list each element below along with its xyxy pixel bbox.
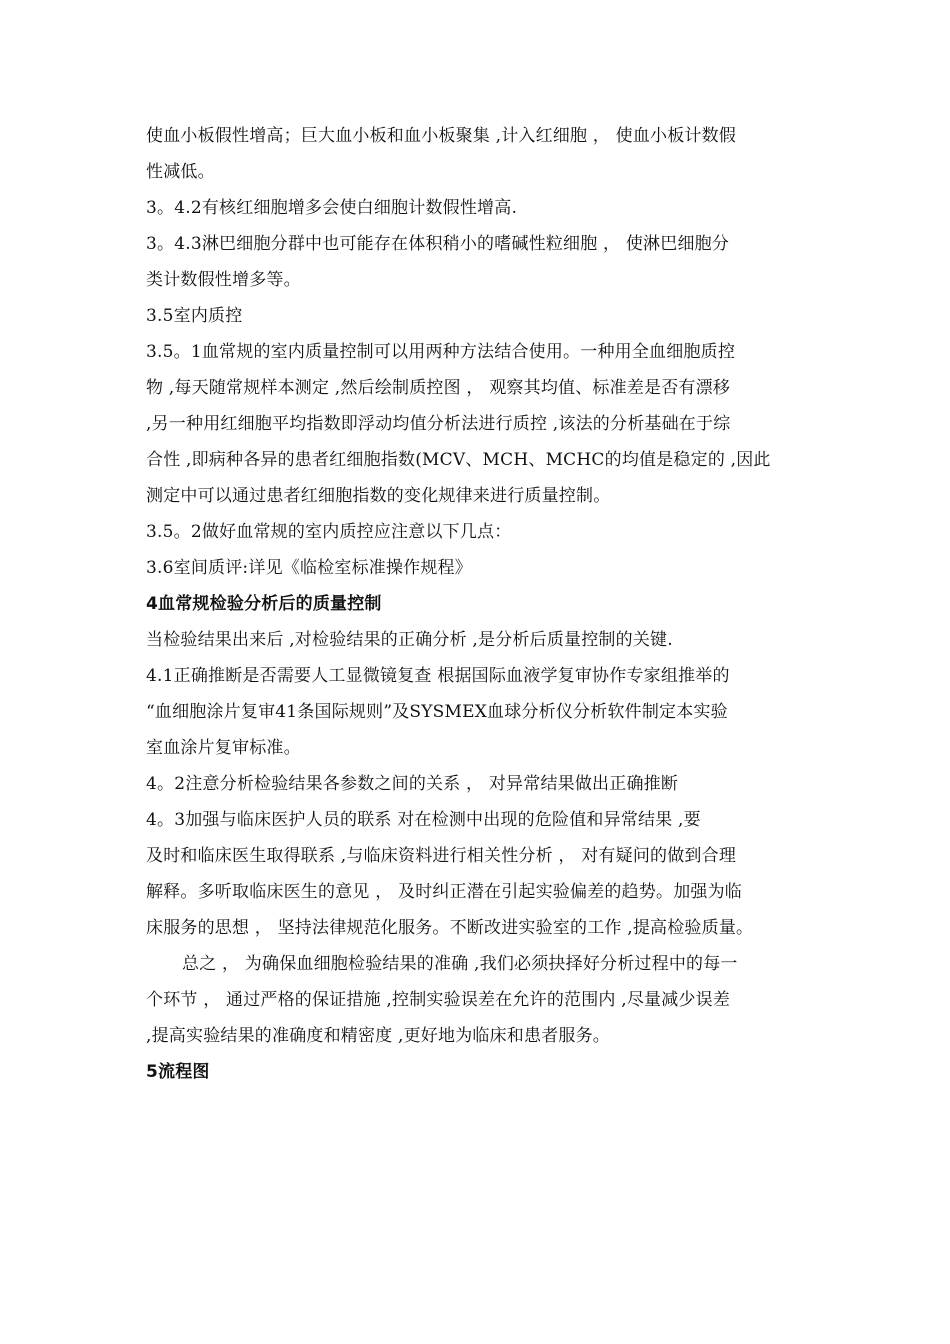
paragraph-line: 合性 ,即病种各异的患者红细胞指数(MCV、MCH、MCHC的均值是稳定的 ,因此 (146, 450, 771, 470)
summary-paragraph-line: 总之 ， 为确保血细胞检验结果的准确 ,我们必须抉择好分析过程中的每一 (182, 954, 738, 974)
paragraph-line: 解释。多听取临床医生的意见 ， 及时纠正潜在引起实验偏差的趋势。加强为临 (146, 882, 743, 902)
paragraph-line: “血细胞涂片复审41条国际规则”及SYSMEX血球分析仪分析软件制定本实验 (146, 702, 728, 722)
paragraph-line: 类计数假性增多等。 (146, 270, 301, 290)
summary-paragraph-line: 个环节 ， 通过严格的保证措施 ,控制实验误差在允许的范围内 ,尽量减少误差 (146, 990, 731, 1010)
list-item: 3.5。1血常规的室内质量控制可以用两种方法结合使用。一种用全血细胞质控 (146, 342, 736, 362)
paragraph-line: ,另一种用红细胞平均指数即浮动均值分析法进行质控 ,该法的分析基础在于综 (146, 414, 731, 434)
summary-paragraph-line: ,提高实验结果的准确度和精密度 ,更好地为临床和患者服务。 (146, 1026, 611, 1046)
chapter-heading: 4血常规检验分析后的质量控制 (146, 594, 382, 614)
list-item: 4。3加强与临床医护人员的联系 对在检测中出现的危险值和异常结果 ,要 (146, 810, 701, 830)
chapter-heading: 5流程图 (146, 1062, 210, 1082)
paragraph-line: 及时和临床医生取得联系 ,与临床资料进行相关性分析 ， 对有疑问的做到合理 (146, 846, 737, 866)
list-item: 3.5。2做好血常规的室内质控应注意以下几点： (146, 522, 512, 542)
paragraph-line: 性减低。 (146, 162, 215, 182)
list-item: 4.1正确推断是否需要人工显微镜复查 根据国际血液学复审协作专家组推举的 (146, 666, 730, 686)
list-item: 3。4.2有核红细胞增多会使白细胞计数假性增高. (146, 198, 518, 218)
list-item: 4。2注意分析检验结果各参数之间的关系 ， 对异常结果做出正确推断 (146, 774, 679, 794)
paragraph-line: 当检验结果出来后 ,对检验结果的正确分析 ,是分析后质量控制的关键. (146, 630, 673, 650)
paragraph-line: 室血涂片复审标准。 (146, 738, 301, 758)
section-heading: 3.6室间质评:详见《临检室标准操作规程》 (146, 558, 472, 578)
list-item: 3。4.3淋巴细胞分群中也可能存在体积稍小的嗜碱性粒细胞 ， 使淋巴细胞分 (146, 234, 730, 254)
paragraph-line: 物 ,每天随常规样本测定 ,然后绘制质控图 ， 观察其均值、标准差是否有漂移 (146, 378, 731, 398)
document-page (146, 118, 816, 1090)
paragraph-line: 使血小板假性增高；巨大血小板和血小板聚集 ,计入红细胞 ， 使血小板计数假 (146, 126, 737, 146)
section-heading: 3.5室内质控 (146, 306, 243, 326)
paragraph-line: 床服务的思想 ， 坚持法律规范化服务。不断改进实验室的工作 ,提高检验质量。 (146, 918, 754, 938)
paragraph-line: 测定中可以通过患者红细胞指数的变化规律来进行质量控制。 (146, 486, 611, 506)
